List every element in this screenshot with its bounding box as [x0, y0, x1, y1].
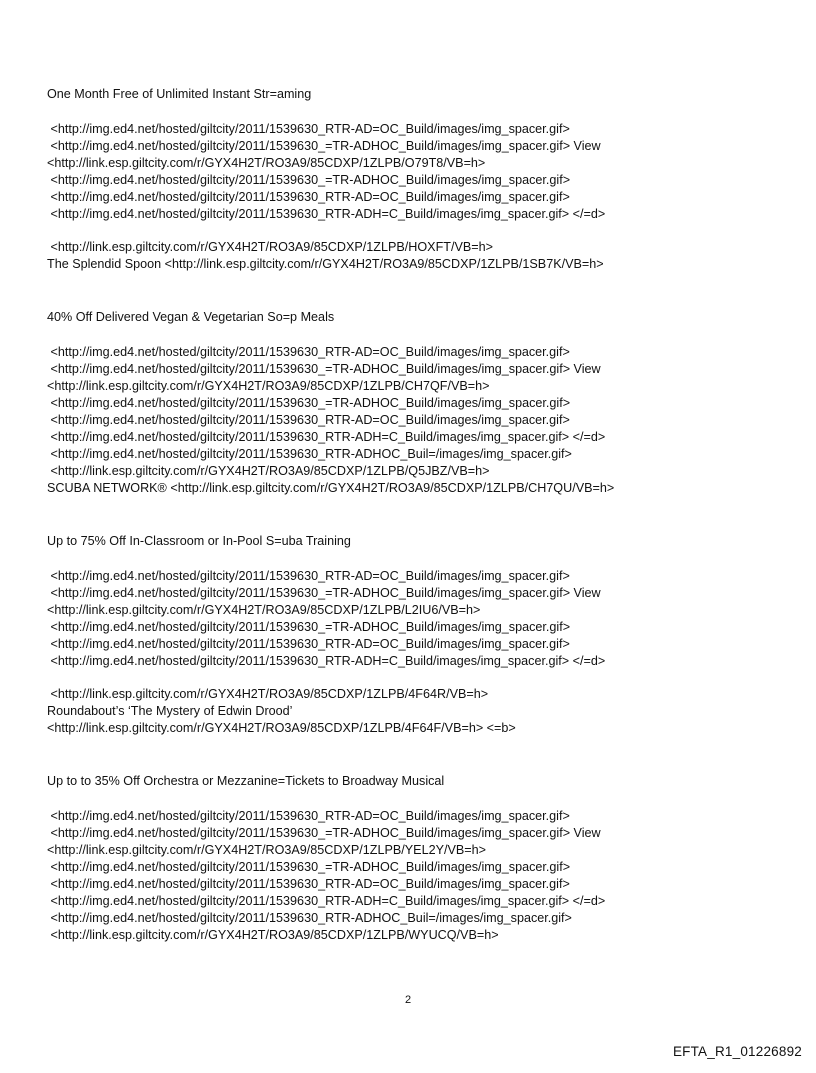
- merchant-link[interactable]: <http://link.esp.giltcity.com/r/GYX4H2T/RO3A9/85CDXP/1ZLPB/4F64F/VB=h> <=b>: [47, 721, 516, 735]
- spacer-image-link[interactable]: <http://img.ed4.net/hosted/giltcity/2011/1539630_RTR-AD=OC_Build/images/img_spacer.gif>: [47, 345, 570, 359]
- spacer-image-link[interactable]: <http://img.ed4.net/hosted/giltcity/2011/1539630_RTR-ADHOC_Buil=/images/img_spacer.gif>: [47, 911, 572, 925]
- page-number: 2: [404, 994, 412, 1006]
- deal-section: [47, 309, 787, 497]
- view-link[interactable]: <http://img.ed4.net/hosted/giltcity/2011/1539630_=TR-ADHOC_Build/images/img_spacer.gif> View: [47, 139, 601, 153]
- deal-link[interactable]: <http://link.esp.giltcity.com/r/GYX4H2T/RO3A9/85CDXP/1ZLPB/4F64R/VB=h>: [47, 687, 489, 701]
- merchant-link[interactable]: The Splendid Spoon <http://link.esp.giltcity.com/r/GYX4H2T/RO3A9/85CDXP/1ZLPB/1SB7K/VB=h>: [47, 257, 604, 271]
- deal-link[interactable]: <http://link.esp.giltcity.com/r/GYX4H2T/RO3A9/85CDXP/1ZLPB/HOXFT/VB=h>: [47, 240, 493, 254]
- deal-title: Up to 75% Off In-Classroom or In-Pool S=uba Training: [47, 534, 351, 548]
- deal-section: [47, 773, 787, 944]
- deal-link[interactable]: <http://link.esp.giltcity.com/r/GYX4H2T/RO3A9/85CDXP/1ZLPB/YEL2Y/VB=h>: [47, 843, 486, 857]
- spacer-image-link[interactable]: <http://img.ed4.net/hosted/giltcity/2011/1539630_=TR-ADHOC_Build/images/img_spacer.gif>: [47, 396, 571, 410]
- merchant-name: Roundabout’s ‘The Mystery of Edwin Drood’: [47, 704, 293, 718]
- spacer-image-link[interactable]: <http://img.ed4.net/hosted/giltcity/2011/1539630_RTR-AD=OC_Build/images/img_spacer.gif>: [47, 809, 570, 823]
- spacer-image-link[interactable]: <http://img.ed4.net/hosted/giltcity/2011/1539630_RTR-AD=OC_Build/images/img_spacer.gif>: [47, 877, 570, 891]
- merchant-link[interactable]: SCUBA NETWORK® <http://link.esp.giltcity.com/r/GYX4H2T/RO3A9/85CDXP/1ZLPB/CH7QU/VB=h>: [47, 481, 615, 495]
- email-body: [47, 86, 787, 944]
- deal-section: [47, 86, 787, 273]
- deal-link[interactable]: <http://link.esp.giltcity.com/r/GYX4H2T/RO3A9/85CDXP/1ZLPB/Q5JBZ/VB=h>: [47, 464, 490, 478]
- deal-link[interactable]: <http://link.esp.giltcity.com/r/GYX4H2T/RO3A9/85CDXP/1ZLPB/WYUCQ/VB=h>: [47, 928, 499, 942]
- spacer-image-link[interactable]: <http://img.ed4.net/hosted/giltcity/2011/1539630_RTR-ADH=C_Build/images/img_spacer.gif> </=d>: [47, 894, 606, 908]
- spacer-image-link[interactable]: <http://img.ed4.net/hosted/giltcity/2011/1539630_RTR-AD=OC_Build/images/img_spacer.gif>: [47, 122, 570, 136]
- spacer-image-link[interactable]: <http://img.ed4.net/hosted/giltcity/2011/1539630_RTR-AD=OC_Build/images/img_spacer.gif>: [47, 413, 570, 427]
- view-link[interactable]: <http://img.ed4.net/hosted/giltcity/2011/1539630_=TR-ADHOC_Build/images/img_spacer.gif> View: [47, 362, 601, 376]
- deal-section: [47, 533, 787, 737]
- deal-title: One Month Free of Unlimited Instant Str=aming: [47, 87, 312, 101]
- spacer-image-link[interactable]: <http://img.ed4.net/hosted/giltcity/2011/1539630_RTR-ADHOC_Buil=/images/img_spacer.gif>: [47, 447, 572, 461]
- spacer-image-link[interactable]: <http://img.ed4.net/hosted/giltcity/2011/1539630_RTR-AD=OC_Build/images/img_spacer.gif>: [47, 637, 570, 651]
- spacer-image-link[interactable]: <http://img.ed4.net/hosted/giltcity/2011/1539630_RTR-ADH=C_Build/images/img_spacer.gif> </=d>: [47, 654, 606, 668]
- bates-number: EFTA_R1_01226892: [672, 1044, 802, 1059]
- view-link[interactable]: <http://img.ed4.net/hosted/giltcity/2011/1539630_=TR-ADHOC_Build/images/img_spacer.gif> View: [47, 586, 601, 600]
- spacer-image-link[interactable]: <http://img.ed4.net/hosted/giltcity/2011/1539630_=TR-ADHOC_Build/images/img_spacer.gif>: [47, 860, 571, 874]
- deal-link[interactable]: <http://link.esp.giltcity.com/r/GYX4H2T/RO3A9/85CDXP/1ZLPB/L2IU6/VB=h>: [47, 603, 481, 617]
- deal-link[interactable]: <http://link.esp.giltcity.com/r/GYX4H2T/RO3A9/85CDXP/1ZLPB/O79T8/VB=h>: [47, 156, 486, 170]
- spacer-image-link[interactable]: <http://img.ed4.net/hosted/giltcity/2011/1539630_=TR-ADHOC_Build/images/img_spacer.gif>: [47, 620, 571, 634]
- spacer-image-link[interactable]: <http://img.ed4.net/hosted/giltcity/2011/1539630_=TR-ADHOC_Build/images/img_spacer.gif>: [47, 173, 571, 187]
- view-link[interactable]: <http://img.ed4.net/hosted/giltcity/2011/1539630_=TR-ADHOC_Build/images/img_spacer.gif> View: [47, 826, 601, 840]
- spacer-image-link[interactable]: <http://img.ed4.net/hosted/giltcity/2011/1539630_RTR-AD=OC_Build/images/img_spacer.gif>: [47, 190, 570, 204]
- spacer-image-link[interactable]: <http://img.ed4.net/hosted/giltcity/2011/1539630_RTR-AD=OC_Build/images/img_spacer.gif>: [47, 569, 570, 583]
- spacer-image-link[interactable]: <http://img.ed4.net/hosted/giltcity/2011/1539630_RTR-ADH=C_Build/images/img_spacer.gif> </=d>: [47, 207, 606, 221]
- spacer-image-link[interactable]: <http://img.ed4.net/hosted/giltcity/2011/1539630_RTR-ADH=C_Build/images/img_spacer.gif> </=d>: [47, 430, 606, 444]
- deal-link[interactable]: <http://link.esp.giltcity.com/r/GYX4H2T/RO3A9/85CDXP/1ZLPB/CH7QF/VB=h>: [47, 379, 490, 393]
- deal-title: Up to to 35% Off Orchestra or Mezzanine=Tickets to Broadway Musical: [47, 774, 445, 788]
- deal-title: 40% Off Delivered Vegan & Vegetarian So=p Meals: [47, 310, 335, 324]
